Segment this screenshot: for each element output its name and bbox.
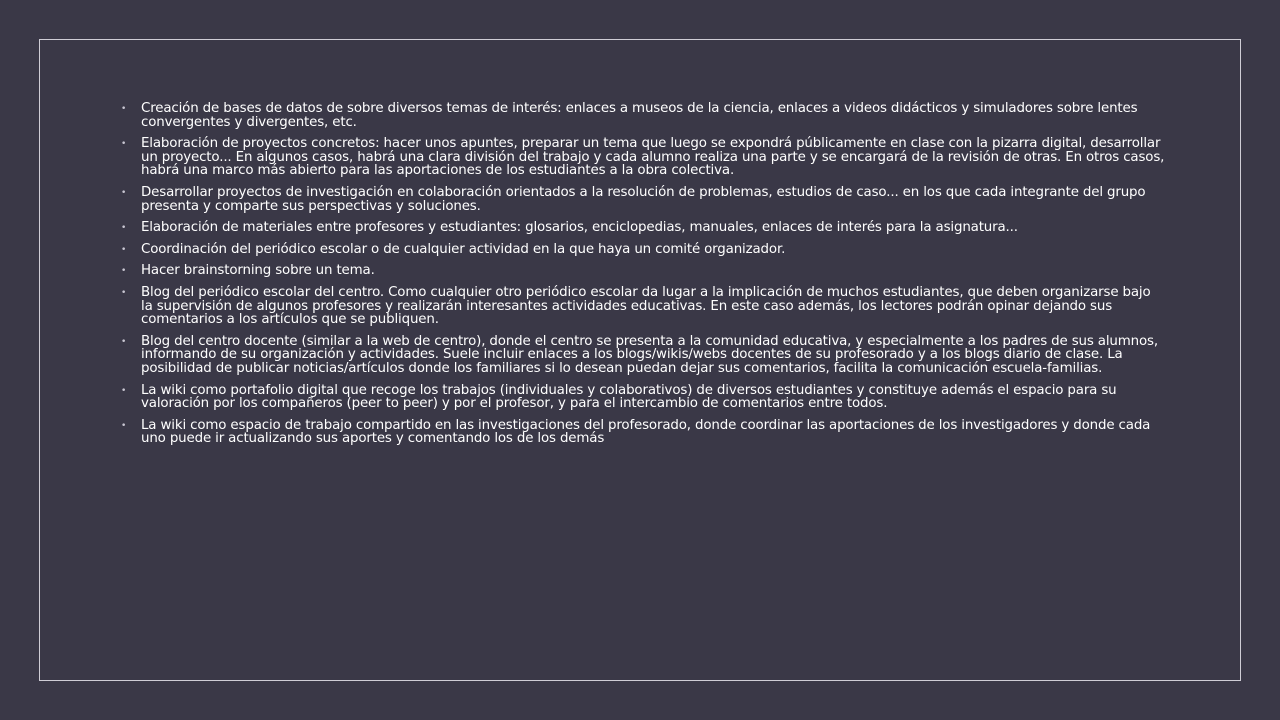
bullet-dot-icon: • bbox=[121, 139, 127, 150]
list-item-text: La wiki como espacio de trabajo compartido en las investigaciones del profesorado, donde coordinar las aportaciones de los investigadores y donde cada uno puede ir actualizando sus aportes y comentando los de los demás bbox=[141, 417, 1151, 447]
bullet-dot-icon: • bbox=[121, 287, 127, 298]
bullet-dot-icon: • bbox=[121, 223, 127, 234]
list-item bbox=[120, 419, 1165, 446]
bullet-dot-icon: • bbox=[121, 104, 127, 114]
list-item-text: Elaboración de proyectos concretos: hacer unos apuntes, preparar un tema que luego se expondrá públicamente en clase con la pizarra digital, desarrollar un proyecto... En algunos casos, habrá una clara división del trabajo y cada alumno realiza una parte y se encargará de la revisión de otras. En otros casos, habrá una marco más abierto para las aportaciones de los estudiantes a la obra colectiva. bbox=[141, 136, 1165, 179]
bullet-dot-icon: • bbox=[121, 336, 127, 347]
list-item bbox=[120, 243, 1165, 257]
bullet-dot-icon: • bbox=[121, 385, 127, 396]
bullet-dot-icon: • bbox=[121, 187, 127, 198]
bullet-dot-icon: • bbox=[121, 244, 127, 255]
list-item-text: Creación de bases de datos de sobre diversos temas de interés: enlaces a museos de la ciencia, enlaces a videos didácticos y simuladores sobre lentes convergentes y divergentes, etc. bbox=[141, 101, 1138, 130]
list-item-text: Elaboración de materiales entre profesores y estudiantes: glosarios, enciclopedias, manuales, enlaces de interés para la asignatura... bbox=[141, 220, 1018, 236]
list-item-text: Coordinación del periódico escolar o de cualquier actividad en la que haya un comité organizador. bbox=[141, 241, 786, 257]
list-item-text: Hacer brainstorning sobre un tema. bbox=[141, 263, 375, 279]
list-item-text: Blog del centro docente (similar a la web de centro), donde el centro se presenta a la comunidad educativa, y especialmente a los padres de sus alumnos, informando de su organización y actividades. Suele incluir enlaces a los blogs/wikis/webs docentes de su profesorado y a los blogs diario de clase. La posibilidad de publicar noticias/artículos donde los familiares si lo desean puedan dejar sus comentarios, facilita la comunicación escuela-familias. bbox=[141, 333, 1158, 376]
list-item bbox=[120, 186, 1165, 213]
bullet-list bbox=[120, 102, 1165, 454]
bullet-dot-icon: • bbox=[121, 420, 127, 431]
bullet-dot-icon: • bbox=[121, 266, 127, 277]
list-item-text: Desarrollar proyectos de investigación en colaboración orientados a la resolución de problemas, estudios de caso... en los que cada integrante del grupo presenta y comparte sus perspectivas y soluciones. bbox=[141, 184, 1146, 214]
list-item bbox=[120, 264, 1165, 278]
list-item bbox=[120, 286, 1165, 327]
list-item-text: Blog del periódico escolar del centro. Como cualquier otro periódico escolar da lugar a la implicación de muchos estudiantes, que deben organizarse bajo la supervisión de algunos profesores y realizarán interesantes actividades educativas. En este caso además, los lectores podrán opinar dejando sus comentarios a los artículos que se publiquen. bbox=[141, 284, 1151, 328]
list-item bbox=[120, 137, 1165, 178]
list-item bbox=[120, 102, 1165, 129]
list-item-text: La wiki como portafolio digital que recoge los trabajos (individuales y colaborativos) de diversos estudiantes y constituye además el espacio para su valoración por los compañeros (peer to peer) y por el profesor, y para el intercambio de comentarios entre todos. bbox=[141, 382, 1117, 412]
list-item bbox=[120, 384, 1165, 411]
list-item bbox=[120, 221, 1165, 235]
list-item bbox=[120, 335, 1165, 376]
